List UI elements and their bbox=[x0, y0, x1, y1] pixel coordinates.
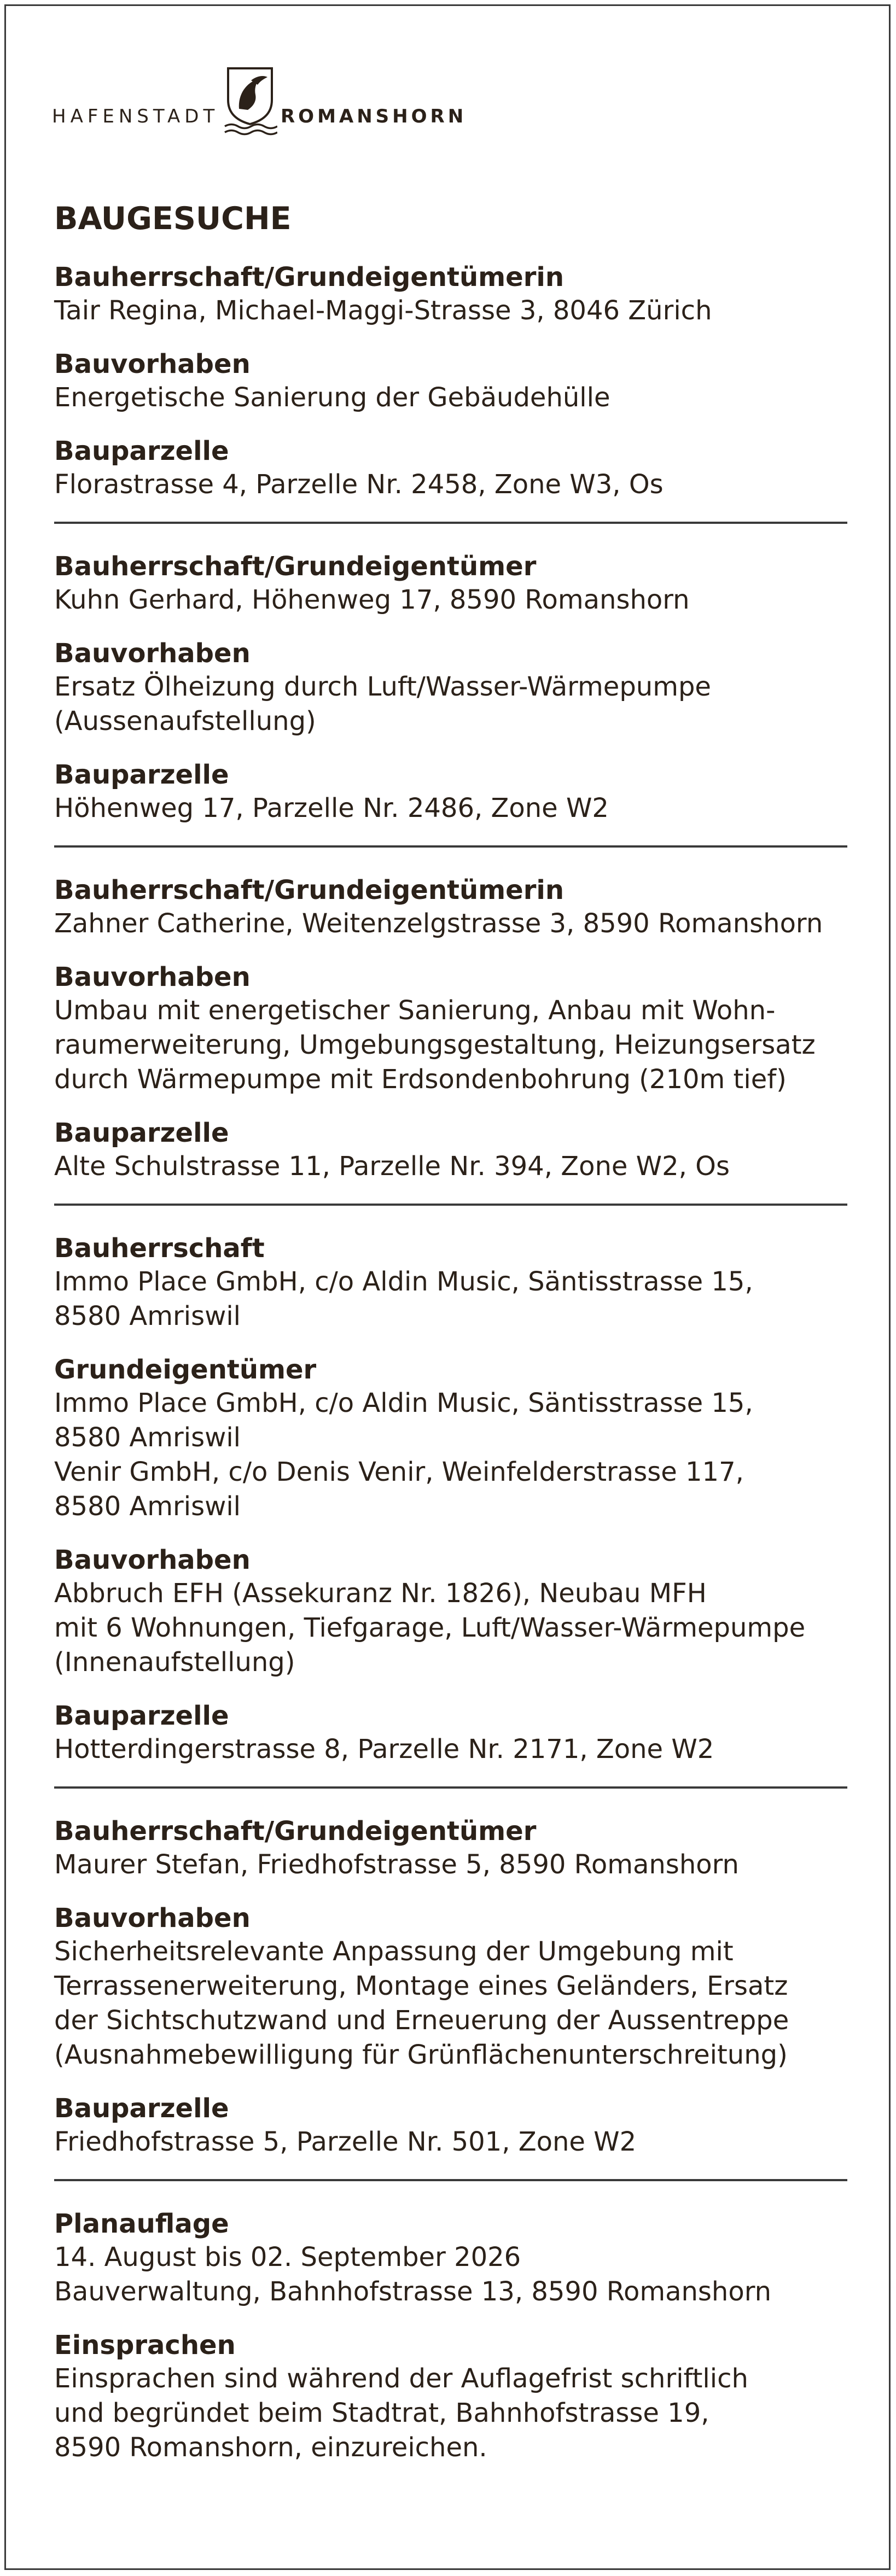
field-value: Umbau mit energetischer Sanierung, Anbau mit Wohn- raumerweiterung, Umgebungsgestaltung, Heizungsersatz durch Wärmepumpe mit Erdsondenbohrung (210m tief) bbox=[54, 995, 816, 1095]
field-value: 14. August bis 02. September 2026 Bauverwaltung, Bahnhofstrasse 13, 8590 Romanshorn bbox=[54, 2242, 772, 2307]
field-value: Tair Regina, Michael-Maggi-Strasse 3, 8046 Zürich bbox=[54, 295, 712, 326]
field-label: Bauvorhaben bbox=[54, 962, 251, 992]
city-name: ROMANSHORN bbox=[281, 106, 467, 127]
field-value: Energetische Sanierung der Gebäudehülle bbox=[54, 382, 610, 413]
field-value: Ersatz Ölheizung durch Luft/Wasser-Wärmepumpe (Aussenaufstellung) bbox=[54, 671, 711, 737]
field-label: Bauvorhaben bbox=[54, 1903, 251, 1934]
field-label: Bauparzelle bbox=[54, 436, 229, 466]
field-label: Bauherrschaft/Grundeigentümerin bbox=[54, 262, 565, 293]
section-divider bbox=[54, 1786, 847, 1789]
field-project bbox=[54, 348, 847, 415]
field-owner bbox=[54, 1815, 847, 1882]
field-value: Sicherheitsrelevante Anpassung der Umgebung mit Terrassenerweiterung, Montage eines Geländers, Ersatz der Sichtschutzwand und Erneuerung der Aussentreppe (Ausnahmebewilligung für Grünflächenunterschreitung) bbox=[54, 1936, 789, 2070]
field-value: Alte Schulstrasse 11, Parzelle Nr. 394, Zone W2, Os bbox=[54, 1151, 730, 1182]
field-project bbox=[54, 637, 847, 739]
section-divider bbox=[54, 845, 847, 848]
field-owner bbox=[54, 261, 847, 328]
field-label: Bauherrschaft bbox=[54, 1233, 265, 1264]
field-label: Bauvorhaben bbox=[54, 1545, 251, 1575]
field-parcel bbox=[54, 2092, 847, 2159]
field-parcel bbox=[54, 1117, 847, 1184]
field-parcel bbox=[54, 1699, 847, 1767]
field-objections bbox=[54, 2329, 847, 2465]
field-owner bbox=[54, 874, 847, 941]
field-owner bbox=[54, 550, 847, 617]
field-value: Friedhofstrasse 5, Parzelle Nr. 501, Zone W2 bbox=[54, 2127, 637, 2157]
application-entry bbox=[54, 874, 847, 1184]
field-parcel bbox=[54, 758, 847, 826]
field-label: Bauparzelle bbox=[54, 2093, 229, 2124]
field-display-period bbox=[54, 2207, 847, 2309]
field-builder bbox=[54, 1232, 847, 1334]
field-label: Bauparzelle bbox=[54, 760, 229, 790]
masthead bbox=[52, 66, 490, 132]
field-value: Höhenweg 17, Parzelle Nr. 2486, Zone W2 bbox=[54, 793, 609, 823]
field-value: Einsprachen sind während der Auflagefrist schriftlich und begründet beim Stadtrat, Bahnhofstrasse 19, 8590 Romanshorn, einzureichen. bbox=[54, 2363, 748, 2463]
crest-logo-icon bbox=[223, 66, 277, 136]
application-entry bbox=[54, 261, 847, 502]
field-label: Einsprachen bbox=[54, 2330, 236, 2361]
field-value: Immo Place GmbH, c/o Aldin Music, Säntisstrasse 15, 8580 Amriswil bbox=[54, 1266, 753, 1331]
field-label: Grundeigentümer bbox=[54, 1354, 317, 1385]
field-label: Bauvorhaben bbox=[54, 349, 251, 379]
field-project bbox=[54, 1544, 847, 1680]
page-title: BAUGESUCHE bbox=[54, 201, 292, 237]
field-project bbox=[54, 1902, 847, 2072]
notice-content bbox=[54, 201, 847, 2485]
field-parcel bbox=[54, 435, 847, 502]
public-notice-section bbox=[54, 2207, 847, 2465]
field-value: Kuhn Gerhard, Höhenweg 17, 8590 Romanshorn bbox=[54, 585, 690, 615]
city-prefix: HAFENSTADT bbox=[52, 106, 219, 127]
field-label: Bauherrschaft/Grundeigentümer bbox=[54, 1816, 537, 1847]
field-value: Maurer Stefan, Friedhofstrasse 5, 8590 Romanshorn bbox=[54, 1849, 739, 1880]
field-project bbox=[54, 961, 847, 1097]
field-label: Planauflage bbox=[54, 2209, 229, 2239]
application-entry bbox=[54, 1815, 847, 2159]
field-label: Bauherrschaft/Grundeigentümerin bbox=[54, 875, 565, 906]
application-entry bbox=[54, 550, 847, 826]
field-label: Bauparzelle bbox=[54, 1701, 229, 1731]
notice-frame bbox=[4, 4, 891, 2570]
field-value: Hotterdingerstrasse 8, Parzelle Nr. 2171, Zone W2 bbox=[54, 1734, 714, 1765]
field-label: Bauherrschaft/Grundeigentümer bbox=[54, 551, 537, 582]
section-divider bbox=[54, 2179, 847, 2181]
field-value: Abbruch EFH (Assekuranz Nr. 1826), Neubau MFH mit 6 Wohnungen, Tiefgarage, Luft/Wasser-Wärmepumpe (Innenaufstellung) bbox=[54, 1578, 806, 1678]
field-owner bbox=[54, 1353, 847, 1524]
field-value: Florastrasse 4, Parzelle Nr. 2458, Zone W3, Os bbox=[54, 469, 664, 500]
section-divider bbox=[54, 1204, 847, 1206]
field-label: Bauparzelle bbox=[54, 1118, 229, 1148]
section-divider bbox=[54, 522, 847, 524]
field-label: Bauvorhaben bbox=[54, 638, 251, 669]
field-value: Zahner Catherine, Weitenzelgstrasse 3, 8590 Romanshorn bbox=[54, 908, 823, 939]
application-entry bbox=[54, 1232, 847, 1767]
field-value: Immo Place GmbH, c/o Aldin Music, Säntisstrasse 15, 8580 Amriswil Venir GmbH, c/o Denis Venir, Weinfelderstrasse 117, 8580 Amriswil bbox=[54, 1388, 753, 1522]
